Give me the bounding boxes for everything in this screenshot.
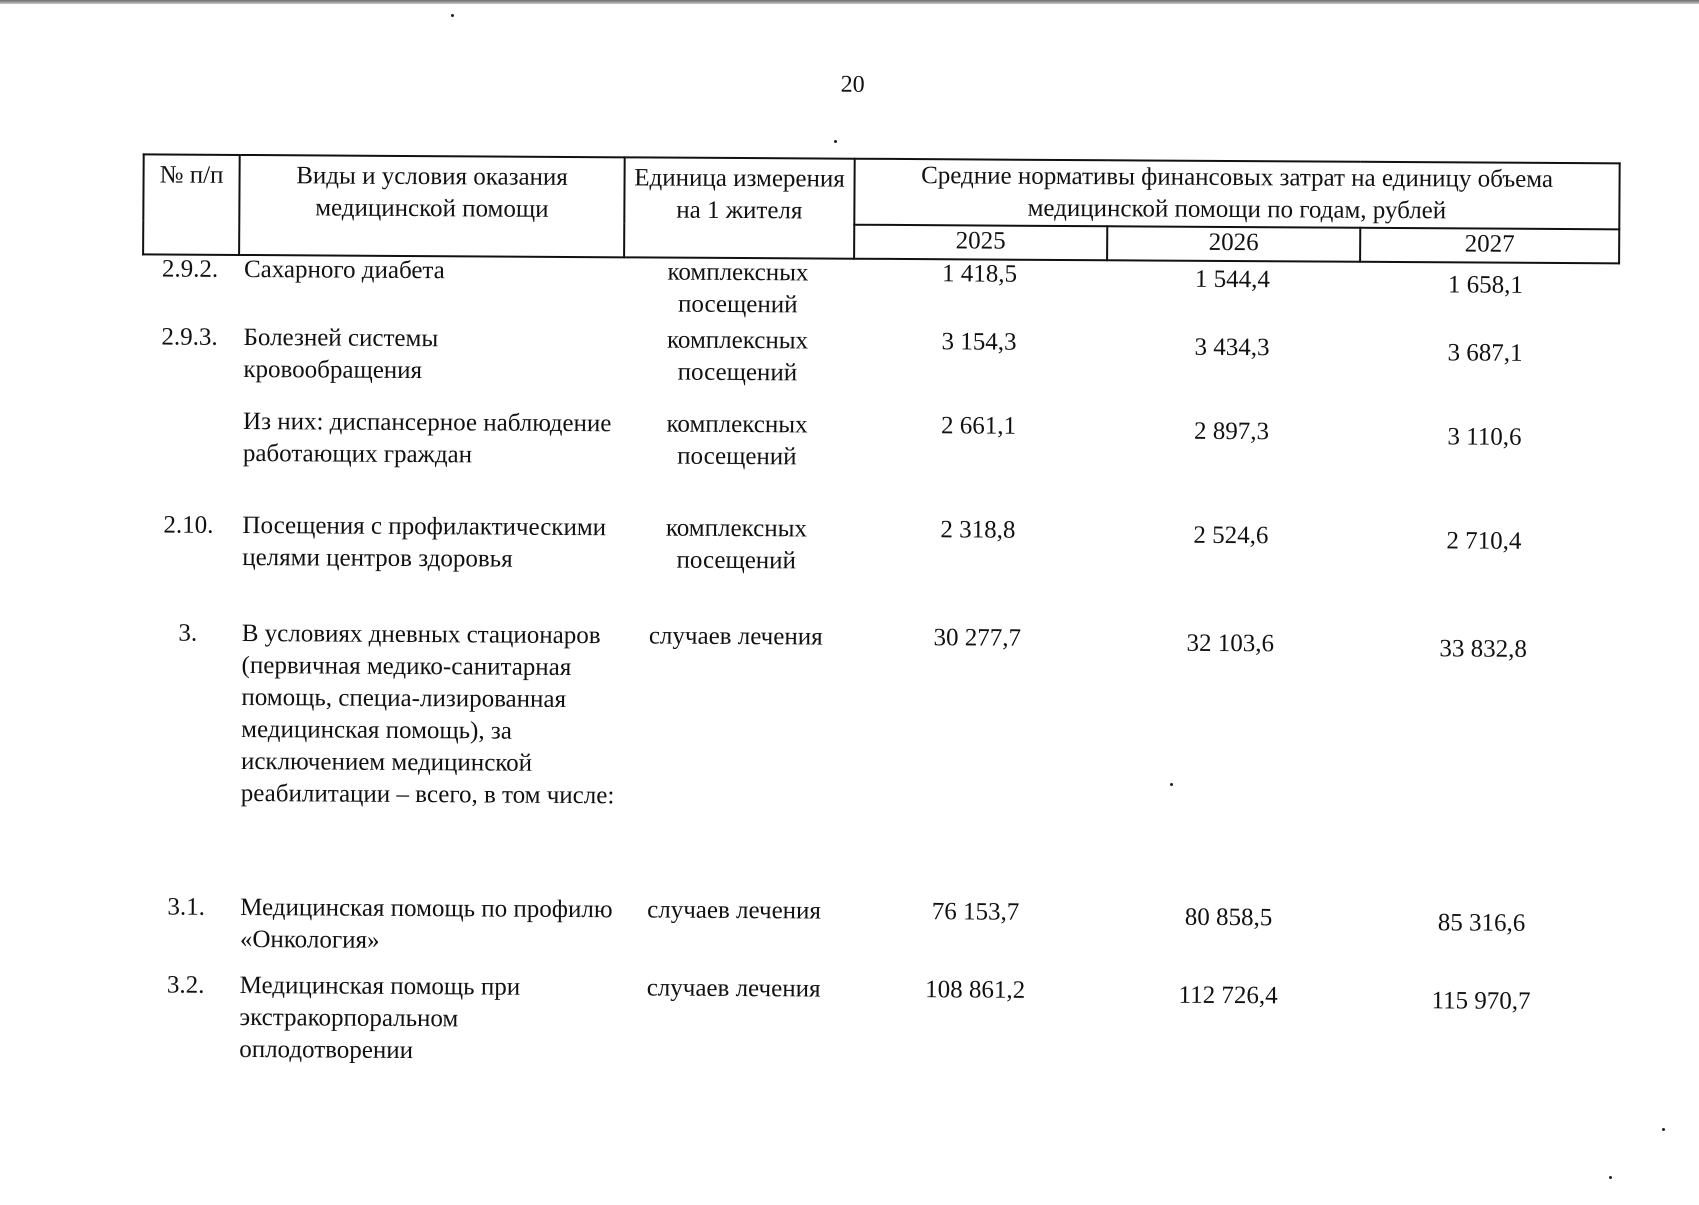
row-number: 3. bbox=[178, 619, 198, 647]
page-number: 20 bbox=[840, 71, 865, 98]
row-unit: случаев лечения bbox=[646, 974, 821, 1003]
table-body bbox=[137, 253, 1618, 1074]
row-unit: случаев лечения bbox=[648, 622, 823, 651]
row-value-2025: 3 154,3 bbox=[941, 328, 1017, 356]
row-number: 2.9.2. bbox=[161, 255, 219, 283]
table-row bbox=[138, 891, 1614, 978]
row-value-2027: 33 832,8 bbox=[1439, 635, 1528, 663]
table-row bbox=[137, 969, 1614, 1074]
row-name: Сахарного диабета bbox=[243, 255, 445, 285]
row-name: Болезней системы кровообращения bbox=[243, 323, 439, 385]
row-unit: комплексных посещений bbox=[665, 514, 807, 575]
row-value-2027: 1 658,1 bbox=[1447, 271, 1524, 299]
row-value-2027: 3 110,6 bbox=[1447, 423, 1522, 451]
row-value-2026: 32 103,6 bbox=[1186, 629, 1275, 658]
row-name: Медицинская помощь по профилю «Онкология» bbox=[239, 893, 613, 954]
scan-speck bbox=[1662, 1128, 1665, 1131]
row-name: Из них: диспансерное наблюдение работающих граждан bbox=[242, 407, 612, 469]
row-value-2025: 108 861,2 bbox=[925, 976, 1026, 1004]
row-value-2027: 85 316,6 bbox=[1437, 909, 1526, 937]
row-number: 2.9.3. bbox=[161, 323, 218, 351]
table-row bbox=[138, 617, 1616, 900]
table-row bbox=[140, 509, 1617, 626]
row-number bbox=[141, 405, 238, 510]
header-group: Средние нормативы финансовых затрат на единицу объема медицинской помощи по годам, рублей bbox=[854, 159, 1619, 230]
row-number: 2.10. bbox=[163, 511, 214, 539]
row-name: В условиях дневных стационаров (первичная медико-санитарная помощь, специа-лизированная медицинская помощь), за исключением медицинской реабилитации – всего, в том числе: bbox=[240, 619, 615, 810]
header-num: № п/п bbox=[143, 154, 240, 255]
table-header bbox=[142, 153, 1621, 264]
table-row bbox=[142, 253, 1618, 330]
row-value-2026: 80 858,5 bbox=[1184, 903, 1273, 932]
row-name: Медицинская помощь при экстракорпоральном оплодотворении bbox=[239, 971, 521, 1065]
row-value-2027: 3 687,1 bbox=[1447, 339, 1523, 367]
row-value-2025: 2 661,1 bbox=[940, 412, 1017, 440]
row-number: 3.2. bbox=[166, 971, 205, 999]
row-unit: случаев лечения bbox=[647, 896, 822, 925]
row-value-2025: 1 418,5 bbox=[941, 260, 1018, 288]
scan-speck bbox=[451, 14, 454, 17]
row-value-2026: 112 726,4 bbox=[1178, 981, 1278, 1010]
table-row bbox=[141, 405, 1618, 518]
header-year: 2026 bbox=[1107, 226, 1360, 262]
scan-speck bbox=[1609, 1176, 1612, 1179]
header-unit: Единица измерения на 1 жителя bbox=[624, 157, 855, 258]
row-value-2025: 76 153,7 bbox=[931, 898, 1020, 926]
row-unit: комплексных посещений bbox=[667, 326, 809, 387]
table-row bbox=[141, 321, 1617, 414]
row-value-2026: 2 897,3 bbox=[1193, 417, 1270, 446]
row-unit: комплексных посещений bbox=[667, 258, 809, 319]
row-unit: комплексных посещений bbox=[666, 410, 808, 471]
row-value-2026: 2 524,6 bbox=[1193, 521, 1269, 550]
row-number: 3.1. bbox=[167, 893, 205, 921]
header-year: 2027 bbox=[1360, 228, 1619, 264]
scan-speck bbox=[1170, 783, 1173, 786]
header-year: 2025 bbox=[854, 225, 1107, 261]
header-name: Виды и условия оказания медицинской помощи bbox=[239, 155, 625, 257]
row-value-2025: 2 318,8 bbox=[940, 516, 1016, 544]
row-value-2027: 2 710,4 bbox=[1446, 527, 1522, 555]
row-value-2026: 3 434,3 bbox=[1194, 333, 1270, 362]
row-value-2026: 1 544,4 bbox=[1194, 265, 1271, 294]
row-value-2027: 115 970,7 bbox=[1431, 987, 1531, 1015]
row-name: Посещения с профилактическими целями центров здоровья bbox=[242, 511, 607, 573]
scan-speck bbox=[834, 140, 837, 143]
row-value-2025: 30 277,7 bbox=[933, 624, 1022, 652]
